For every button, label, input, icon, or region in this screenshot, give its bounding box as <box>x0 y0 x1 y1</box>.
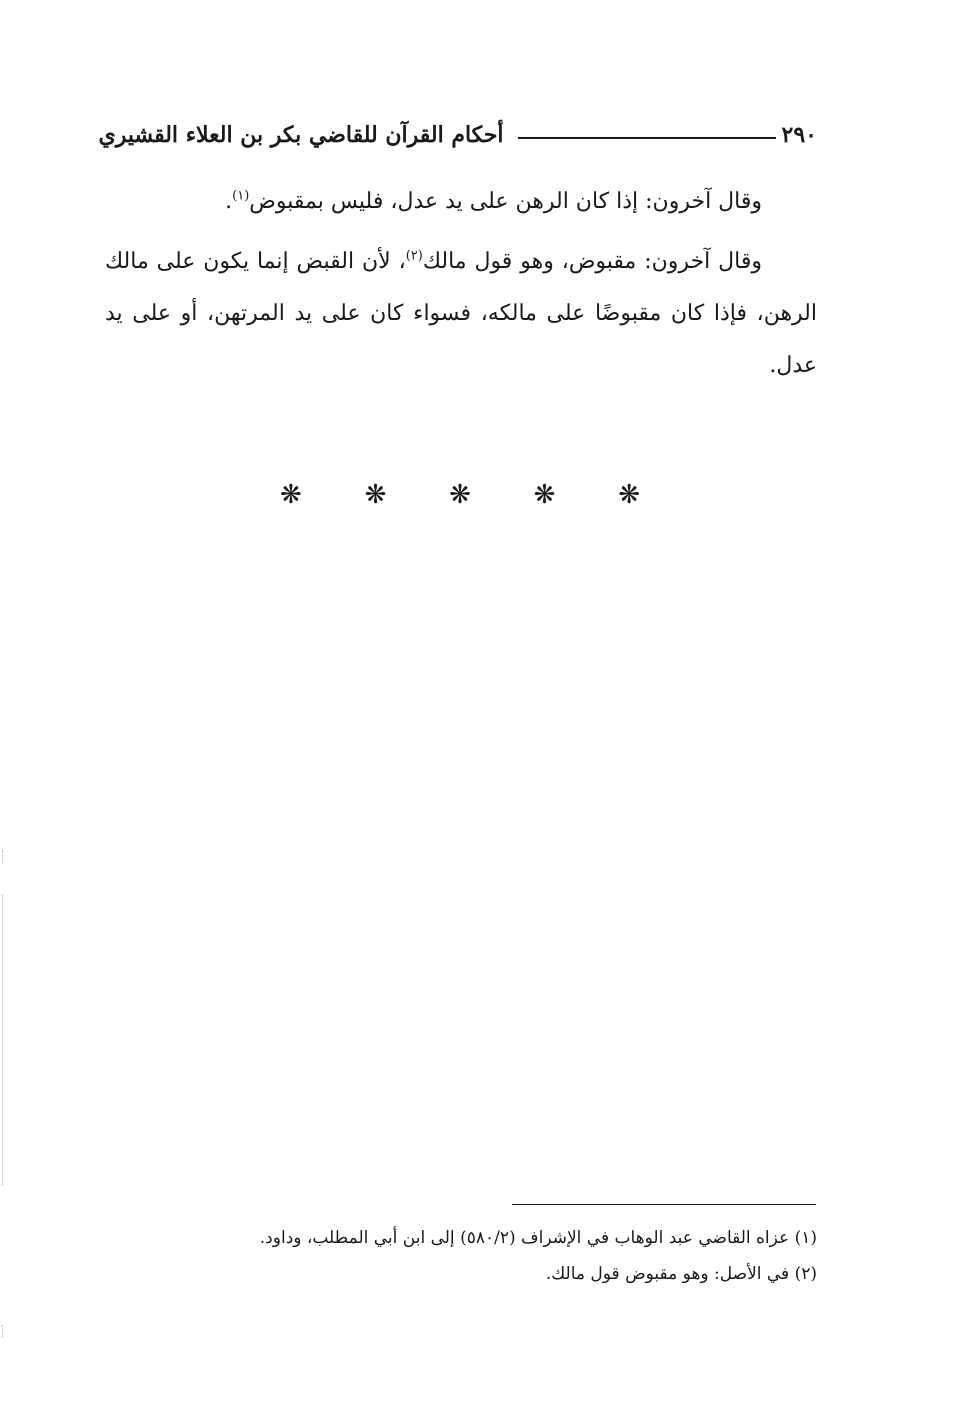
running-header <box>98 115 817 155</box>
running-title: أحكام القرآن للقاضي بكر بن العلاء القشيري <box>98 122 504 148</box>
paragraph-2-rest: ، لأن القبض إنما يكون على مالك الرهن، فإذا كان مقبوضًا على مالكه، فسواء كان على يد المرتهن، أو على يد عدل. <box>105 249 817 378</box>
footnote-ref-1[interactable]: (١) <box>232 188 250 204</box>
paragraph-2-text: وقال آخرون: مقبوض، وهو قول مالك <box>422 249 763 274</box>
footnote-ref-2[interactable]: (٢) <box>405 248 423 264</box>
paragraph-1 <box>105 176 817 228</box>
footnote-2: (٢) في الأصل: وهو مقبوض قول مالك. <box>545 1264 817 1284</box>
scan-edge-mark <box>2 1325 3 1337</box>
footnote-separator <box>512 1204 816 1205</box>
scan-edge-mark <box>2 895 3 1185</box>
asterism-icon: ❋ <box>449 480 471 510</box>
asterism-icon: ❋ <box>618 480 640 510</box>
asterism-icon: ❋ <box>280 480 302 510</box>
paragraph-2 <box>105 236 817 392</box>
asterism-icon: ❋ <box>364 480 387 510</box>
main-text <box>105 176 817 400</box>
paragraph-1-text: وقال آخرون: إذا كان الرهن على يد عدل، فليس بمقبوض <box>249 189 762 214</box>
paragraph-1-end: . <box>225 189 233 214</box>
scan-edge-mark <box>2 850 3 864</box>
section-divider <box>280 480 640 510</box>
footnotes <box>130 1220 817 1292</box>
header-rule <box>518 137 776 139</box>
asterism-icon: ❋ <box>533 480 556 510</box>
page-number: ٢٩٠ <box>781 122 817 148</box>
footnote-1: (١) عزاه القاضي عبد الوهاب في الإشراف (٥٨٠/٢) إلى ابن أبي المطلب، وداود. <box>259 1228 817 1248</box>
